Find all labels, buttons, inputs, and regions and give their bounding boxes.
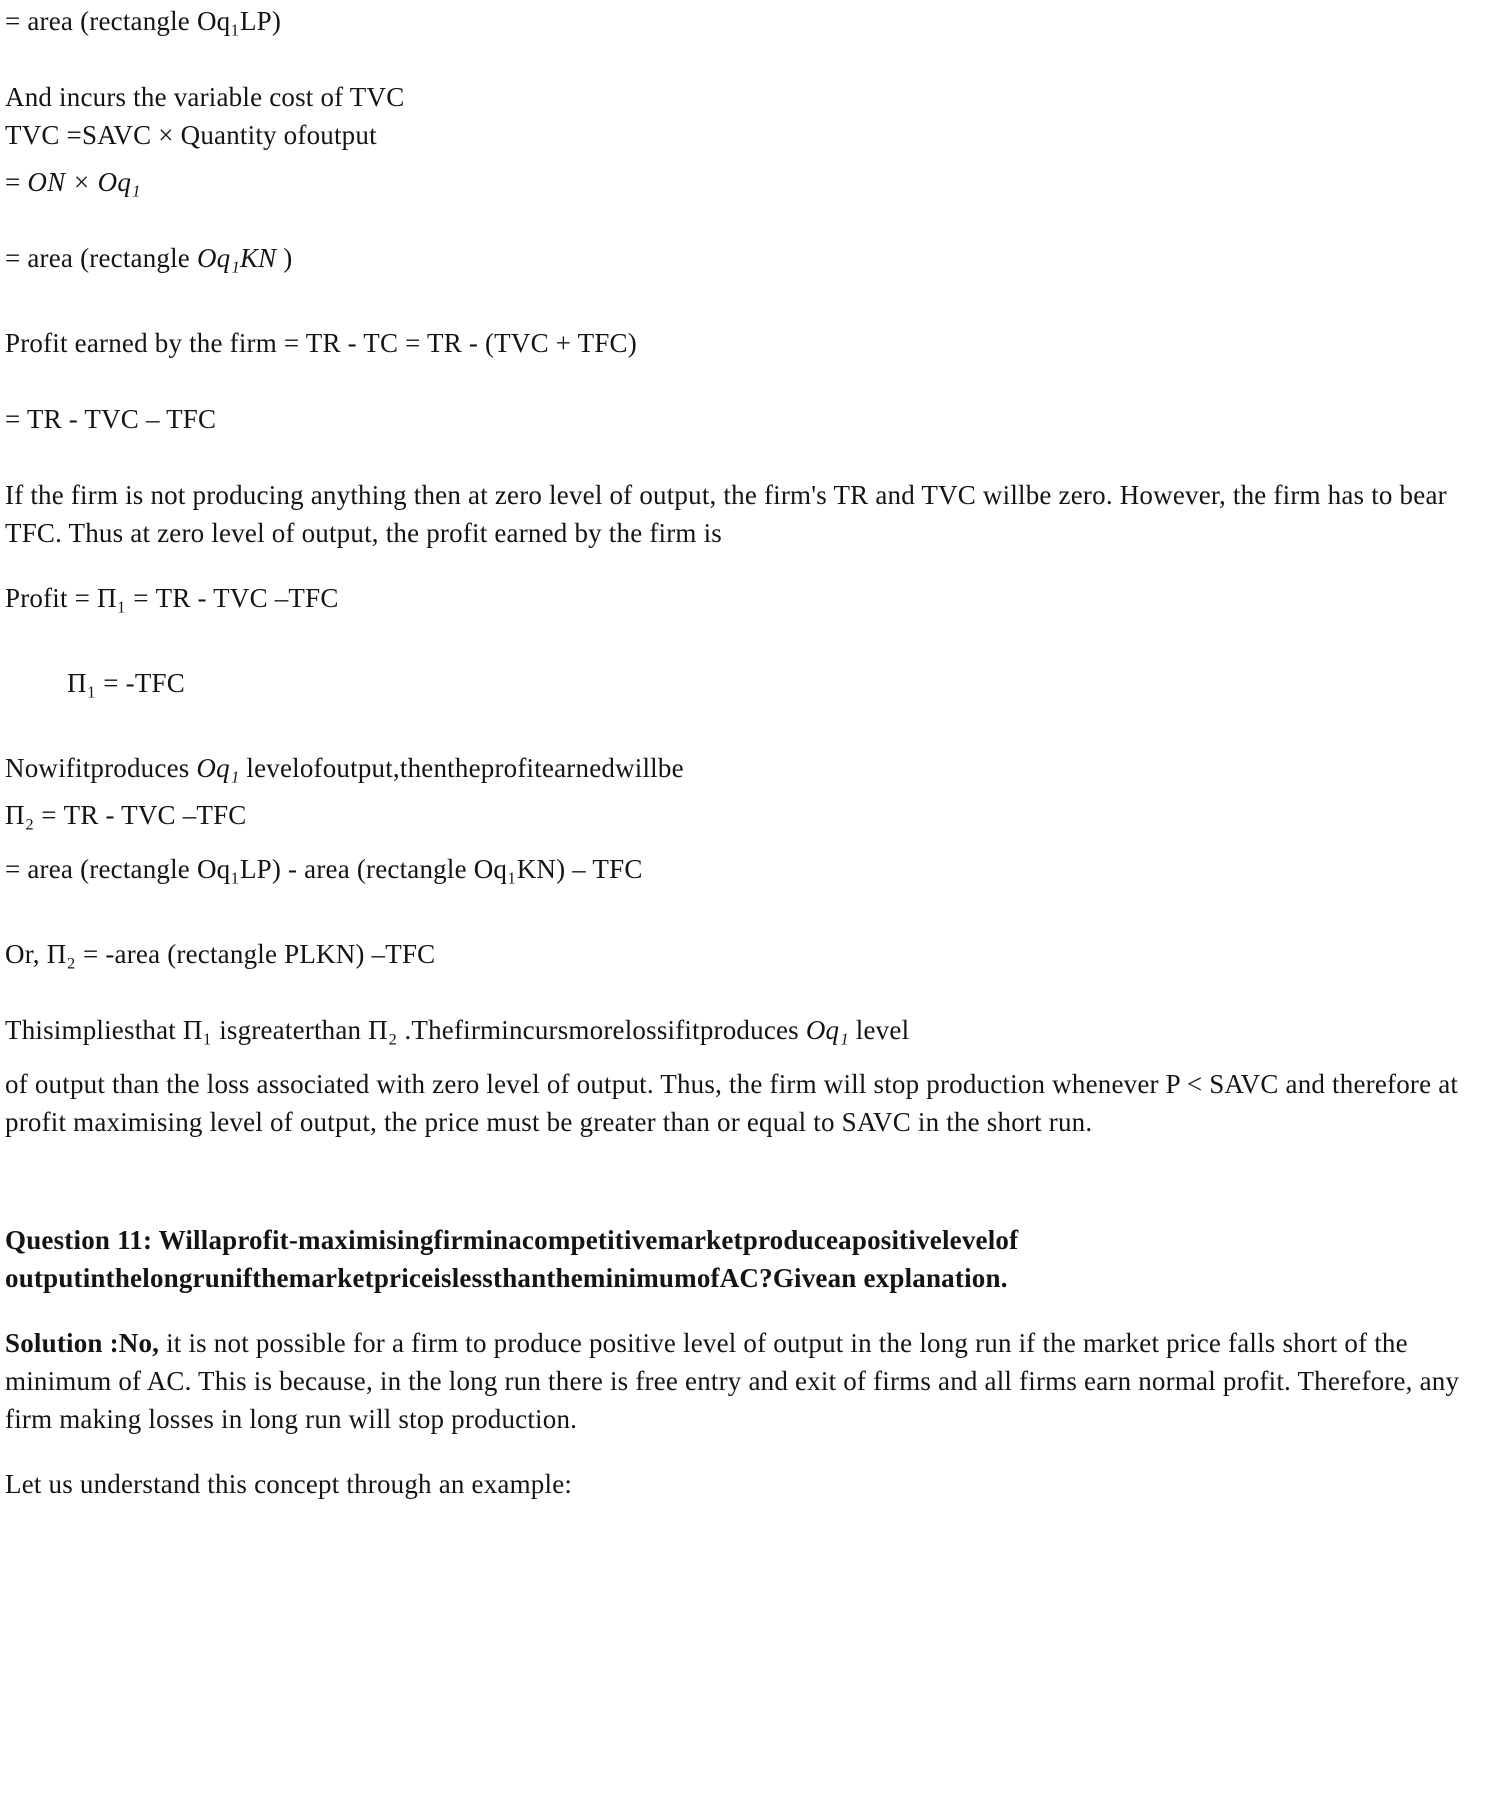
math-term: Oq₁KN	[196, 243, 277, 273]
text-segment: level	[848, 1015, 910, 1045]
zero-output-paragraph: If the firm is not producing anything then at zero level of output, the firm's TR and TVC willbe zero. However, the firm has to bear TFC. Thus at zero level of output, the profit earned by the firm is	[5, 480, 1447, 548]
oq1-output-line	[5, 749, 1478, 787]
equation-prefix: = area (rectangle	[5, 243, 197, 273]
equation-prefix: =	[5, 167, 28, 197]
pi2-equation: Π₂ = TR - TVC –TFC	[5, 800, 247, 830]
equation-suffix: )	[276, 243, 293, 273]
text-segment: Thisimpliesthat Π₁ isgreaterthan Π₂ .Thefirmincursmorelossifitproduces	[5, 1015, 806, 1045]
profit-expanded-line: = TR - TVC – TFC	[5, 404, 217, 434]
solution-label: Solution :No,	[5, 1328, 160, 1358]
math-term: ON × Oq₁	[27, 167, 141, 197]
math-term: Oq₁	[805, 1015, 849, 1045]
pi2-plkn-equation: Or, Π₂ = -area (rectangle PLKN) –TFC	[5, 939, 436, 969]
equation-area-lp: = area (rectangle Oq₁LP)	[5, 6, 282, 36]
solution-body: it is not possible for a firm to produce positive level of output in the long run if the market price falls short of the minimum of AC. This is because, in the long run there is free entry and exit of firms and all firms earn normal profit. Therefore, any firm making losses in long run will stop production.	[5, 1328, 1460, 1434]
equation-area-kn	[5, 239, 1478, 277]
math-term: Oq₁	[196, 753, 240, 783]
profit-pi1-equation: Profit = Π₁ = TR - TVC –TFC	[5, 583, 339, 613]
text-segment: levelofoutput,thentheprofitearnedwillbe	[239, 753, 684, 783]
shutdown-paragraph: of output than the loss associated with zero level of output. Thus, the firm will stop production whenever P < SAVC and therefore at profit maximising level of output, the price must be greater than or equal to SAVC in the short run.	[5, 1069, 1459, 1137]
on-oq1-equation	[5, 163, 1478, 201]
text-segment: Nowifitproduces	[5, 753, 197, 783]
solution-paragraph	[5, 1324, 1478, 1438]
profit-formula-line: Profit earned by the firm = TR - TC = TR - (TVC + TFC)	[5, 328, 637, 358]
comparison-line	[5, 1011, 1478, 1049]
pi1-result-equation: Π₁ = -TFC	[67, 668, 185, 698]
example-intro-line: Let us understand this concept through an example:	[5, 1469, 573, 1499]
pi2-area-equation: = area (rectangle Oq₁LP) - area (rectangle Oq₁KN) – TFC	[5, 854, 643, 884]
tvc-intro-line: And incurs the variable cost of TVC	[5, 82, 405, 112]
question-11-heading: Question 11: Willaprofit-maximisingfirminacompetitivemarketproduceapositivelevelof outputinthelongrunifthemarketpriceislessthantheminimumofAC?Givean explanation.	[5, 1225, 1019, 1293]
tvc-formula-line: TVC =SAVC × Quantity ofoutput	[5, 120, 377, 150]
